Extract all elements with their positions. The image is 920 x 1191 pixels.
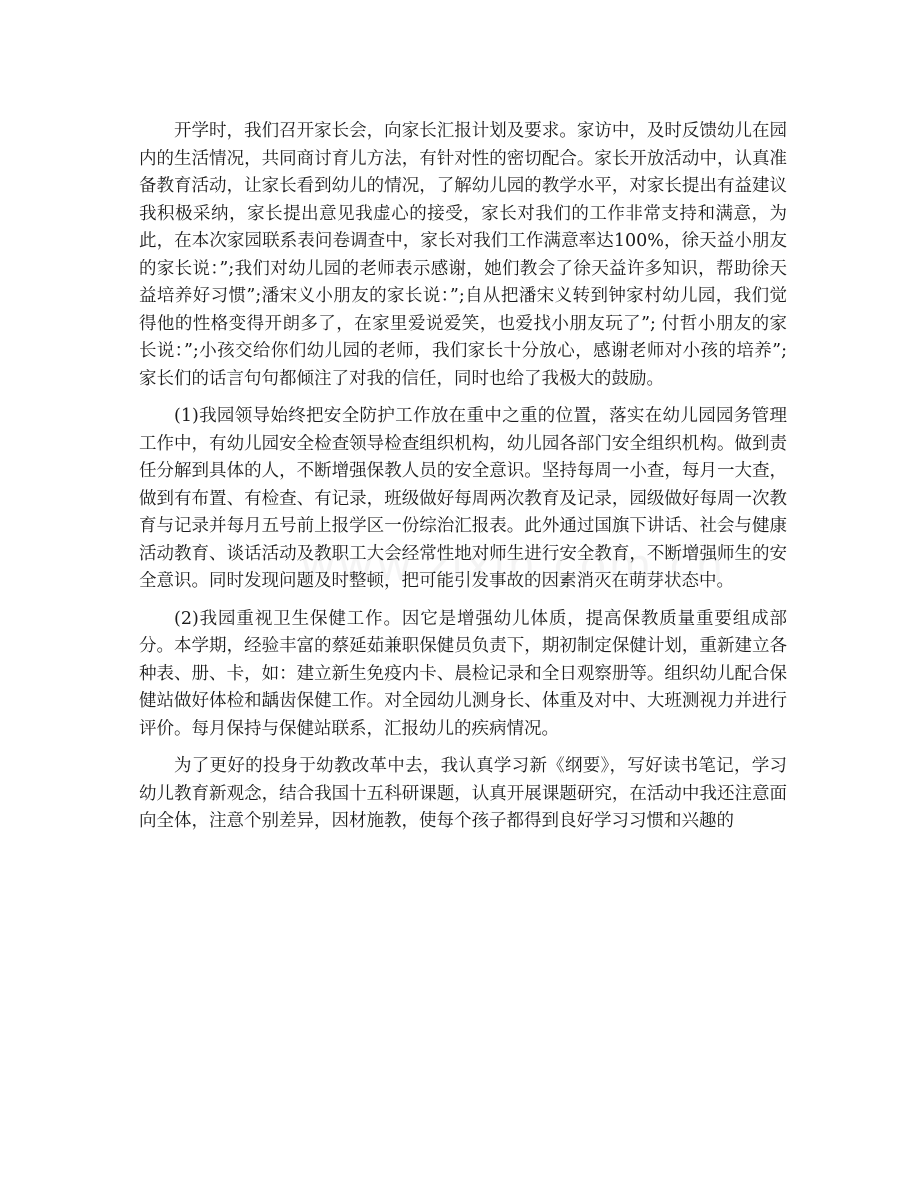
paragraph-teaching-reform: 为了更好的投身于幼教改革中去，我认真学习新《纲要》，写好读书笔记，学习幼儿教育新观念，结合我国十五科研课题，认真开展课题研究，在活动中我还注意面向全体，注意个别差异，因材施教，使每个孩子都得到良好学习习惯和兴趣的 (139, 756, 787, 831)
paragraph-safety-work: (1)我园领导始终把安全防护工作放在重中之重的位置，落实在幼儿园园务管理工作中，有幼儿园安全检查领导检查组织机构，幼儿园各部门安全组织机构。做到责任分解到具体的人，不断增强保教人员的安全意识。坚持每周一小查，每月一大查，做到有布置、有检查、有记录，班级做好每周两次教育及记录，园级做好每周一次教育与记录并每月五号前上报学区一份综治汇报表。此外通过国旗下讲话、社会与健康活动教育、谈话活动及教职工大会经常性地对师生进行安全教育，不断增强师生的安全意识。同时发现问题及时整顿，把可能引发事故的因素消灭在萌芽状态中。 (139, 406, 787, 591)
paragraph-parent-feedback: 开学时，我们召开家长会，向家长汇报计划及要求。家访中，及时反馈幼儿在园内的生活情况，共同商讨育儿方法，有针对性的密切配合。家长开放活动中，认真准备教育活动，让家长看到幼儿的情况，了解幼儿园的教学水平，对家长提出有益建议我积极采纳，家长提出意见我虚心的接受，家长对我们的工作非常支持和满意，为此，在本次家园联系表问卷调查中，家长对我们工作满意率达100%，徐天益小朋友的家长说：”;我们对幼儿园的老师表示感谢，她们教会了徐天益许多知识，帮助徐天益培养好习惯”;潘宋义小朋友的家长说：”;自从把潘宋义转到钟家村幼儿园，我们觉得他的性格变得开朗多了，在家里爱说爱笑，也爱找小朋友玩了”; 付哲小朋友的家长说：”;小孩交给你们幼儿园的老师，我们家长十分放心，感谢老师对小孩的培养”;家长们的话言句句都倾注了对我的信任，同时也给了我极大的鼓励。 (139, 121, 787, 389)
paragraph-health-care: (2)我园重视卫生保健工作。因它是增强幼儿体质，提高保教质量重要组成部分。本学期，经验丰富的蔡延茹兼职保健员负责下，期初制定保健计划，重新建立各种表、册、卡，如：建立新生免疫内卡、晨检记录和全日观察册等。组织幼儿配合保健站做好体检和龋齿保健工作。对全园幼儿测身长、体重及对中、大班测视力并进行评价。每月保持与保健站联系，汇报幼儿的疾病情况。 (139, 608, 787, 739)
document-body (139, 118, 787, 846)
